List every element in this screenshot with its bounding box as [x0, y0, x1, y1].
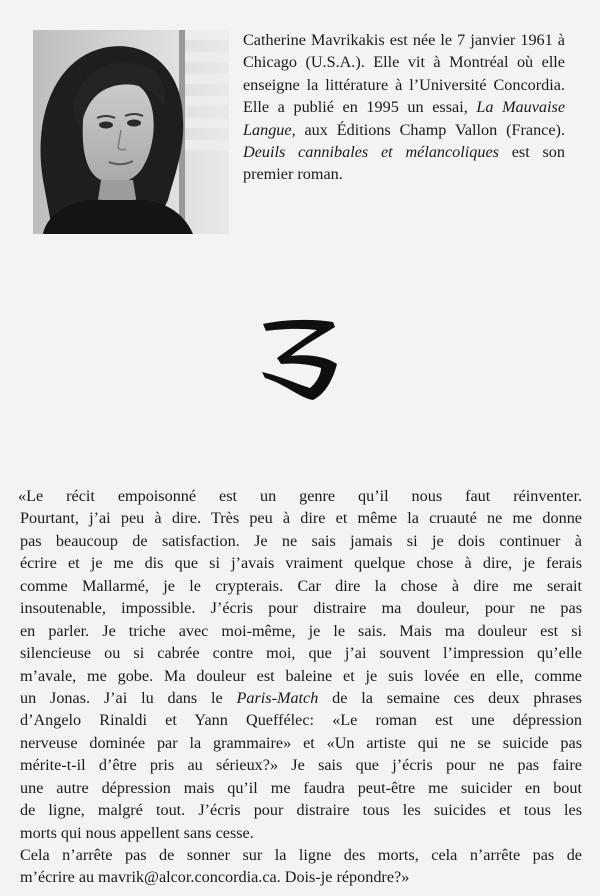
blurb-line: Cela n’arrête pas de sonner sur la ligne des morts, cela n’arrête pas de — [20, 846, 582, 864]
bio-text-2: , aux Éditions Champ Vallon (France). — [291, 120, 565, 139]
blurb — [20, 485, 582, 889]
bio-text-1: Catherine Mavrikakis est née le 7 janvier 1961 à Chicago (U.S.A.). Elle vit à Montréal où elle enseigne la littérature à l’Université Concordia. Elle a publié en 1995 un essai, — [243, 31, 565, 117]
author-portrait-image — [33, 30, 229, 234]
blurb-line: comme Mallarmé, je le crypterais. Car dire la chose à dire me serait — [20, 576, 582, 595]
blurb-line: écrire et je me dis que si j’avais vraiment quelque chose à dire, je ferais — [20, 554, 582, 573]
magazine-title: Paris-Match — [236, 688, 319, 707]
blurb-line: «Le récit empoisonné est un genre qu’il nous faut réinventer. — [18, 487, 582, 505]
blurb-line: m’écrire au mavrik@alcor.concordia.ca. Dois-je répondre?» — [20, 868, 410, 887]
bio-text-3: est son premier roman. — [243, 143, 565, 184]
publisher-3-logo-icon — [255, 318, 343, 402]
blurb-line: une autre dépression mais qu’il me faudra peut-être me suicider en bout — [20, 778, 582, 797]
blurb-line: morts qui nous appellent sans cesse. — [20, 823, 254, 842]
blurb-line: mérite-t-il d’être pris au sérieux?» Je sais que j’écris pour ne pas faire — [20, 756, 582, 775]
blurb-line: insoutenable, impossible. J’écris pour distraire ma douleur, pour ne pas — [20, 599, 582, 618]
blurb-line: m’avale, me gobe. Ma douleur est baleine et je suis lovée en elle, comme — [20, 666, 582, 685]
blurb-line: nerveuse dominée par la grammaire» et «Un artiste qui ne se suicide pas — [20, 733, 582, 752]
blurb-line: de ligne, malgré tout. J’écris pour distraire tous les suicides et tous les — [20, 801, 582, 820]
novel-title: Deuils cannibales et mélancoliques — [243, 143, 499, 162]
blurb-line: Pourtant, j’ai peu à dire. Très peu à dire et même la cruauté ne me donne — [20, 509, 582, 528]
blurb-line: un Jonas. J’ai lu dans le Paris-Match de la semaine ces deux phrases — [20, 688, 582, 707]
essay-title: La Mauvaise Langue — [243, 98, 565, 139]
author-bio — [243, 29, 565, 186]
blurb-line: en parler. Je triche avec moi-même, je le sais. Mais ma douleur est si — [20, 621, 582, 640]
blurb-line: pas beaucoup de satisfaction. Je ne sais jamais si je dois continuer à — [20, 531, 582, 550]
blurb-line: silencieuse ou si cabrée contre moi, que j’ai souvent l’impression qu’elle — [20, 644, 582, 663]
blurb-line: d’Angelo Rinaldi et Yann Queffélec: «Le roman est une dépression — [20, 711, 582, 730]
author-photo — [33, 30, 229, 234]
